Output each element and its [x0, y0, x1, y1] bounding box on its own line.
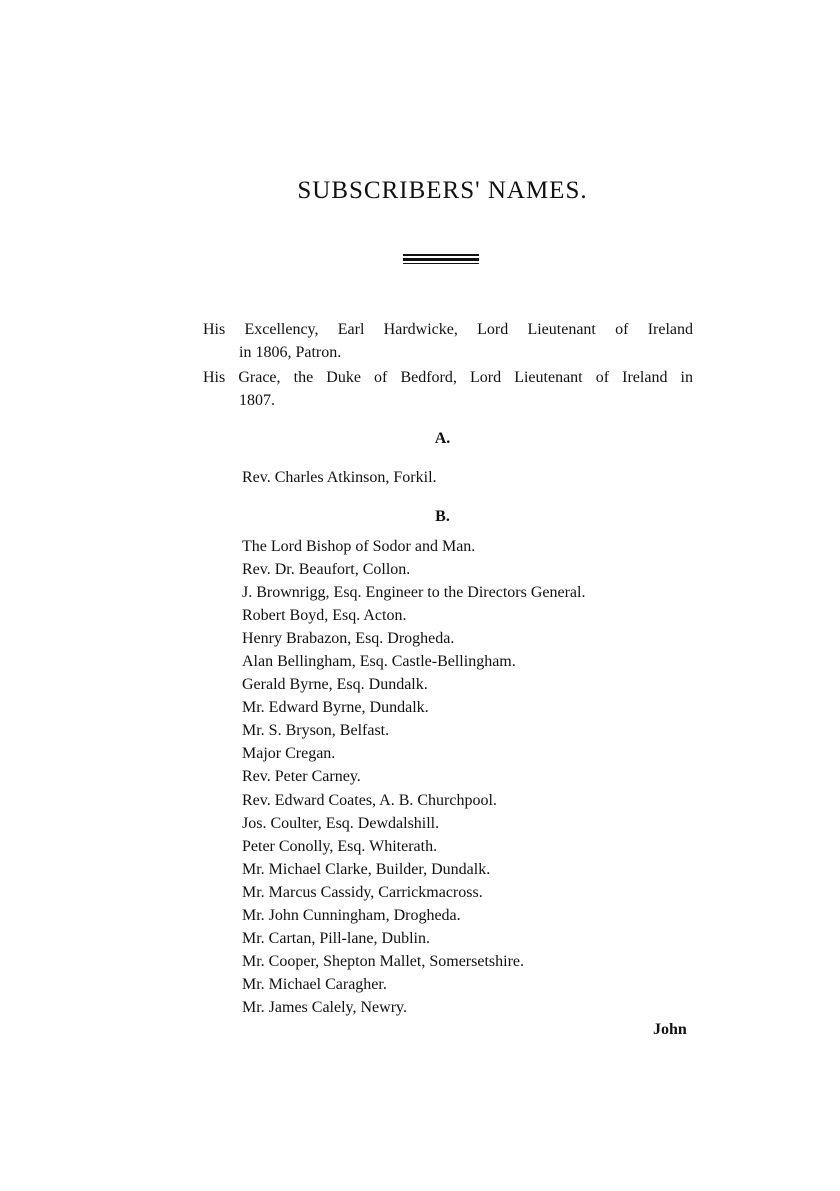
subscriber-entry: Peter Conolly, Esq. Whiterath. — [242, 837, 438, 855]
subscriber-entry: Gerald Byrne, Esq. Dundalk. — [242, 676, 428, 694]
subscriber-entry: Rev. Dr. Beaufort, Collon. — [242, 561, 411, 579]
subscriber-entry: Mr. James Calely, Newry. — [242, 998, 407, 1016]
subscriber-entry: Mr. S. Bryson, Belfast. — [242, 722, 390, 740]
subscriber-entry: Rev. Edward Coates, A. B. Churchpool. — [242, 791, 497, 809]
subscriber-entry: Mr. Cooper, Shepton Mallet, Somersetshire. — [242, 952, 524, 970]
patron-entry — [203, 318, 693, 364]
title-rule — [403, 258, 479, 261]
subscriber-entry: Alan Bellingham, Esq. Castle-Bellingham. — [242, 653, 516, 671]
subscriber-entry: Mr. Marcus Cassidy, Carrickmacross. — [242, 883, 483, 901]
subscriber-entry: Mr. Michael Clarke, Builder, Dundalk. — [242, 860, 491, 878]
patron-line-continued: in 1806, Patron. — [239, 344, 342, 361]
subscriber-entry: Jos. Coulter, Esq. Dewdalshill. — [242, 814, 440, 832]
patron-line: His Excellency, Earl Hardwicke, Lord Lieutenant of Ireland — [203, 321, 693, 338]
subscriber-entry: J. Brownrigg, Esq. Engineer to the Directors General. — [242, 584, 586, 602]
title-rule — [403, 254, 479, 256]
section-heading-a: A. — [434, 430, 451, 447]
title-rule — [403, 263, 479, 264]
subscriber-entry: Mr. Edward Byrne, Dundalk. — [242, 699, 429, 717]
patron-line: His Grace, the Duke of Bedford, Lord Lieutenant of Ireland in — [203, 369, 693, 386]
subscriber-entry: Rev. Charles Atkinson, Forkil. — [242, 469, 437, 486]
subscriber-entry: Henry Brabazon, Esq. Drogheda. — [242, 630, 455, 648]
subscriber-entry: Rev. Peter Carney. — [242, 768, 361, 786]
subscriber-entry: The Lord Bishop of Sodor and Man. — [242, 538, 476, 555]
subscriber-entry: Robert Boyd, Esq. Acton. — [242, 607, 407, 625]
patron-entry — [203, 366, 693, 412]
subscriber-entry: Mr. Cartan, Pill-lane, Dublin. — [242, 929, 430, 947]
section-heading-b: B. — [435, 508, 450, 525]
subscriber-entry: Major Cregan. — [242, 745, 336, 763]
subscriber-list-b — [242, 535, 585, 1019]
subscriber-entry: Mr. Michael Caragher. — [242, 975, 387, 993]
subscriber-entry: Mr. John Cunningham, Drogheda. — [242, 906, 461, 924]
page-title: SUBSCRIBERS' NAMES. — [297, 176, 588, 204]
patron-line-continued: 1807. — [239, 392, 275, 409]
catchword: John — [653, 1021, 687, 1038]
